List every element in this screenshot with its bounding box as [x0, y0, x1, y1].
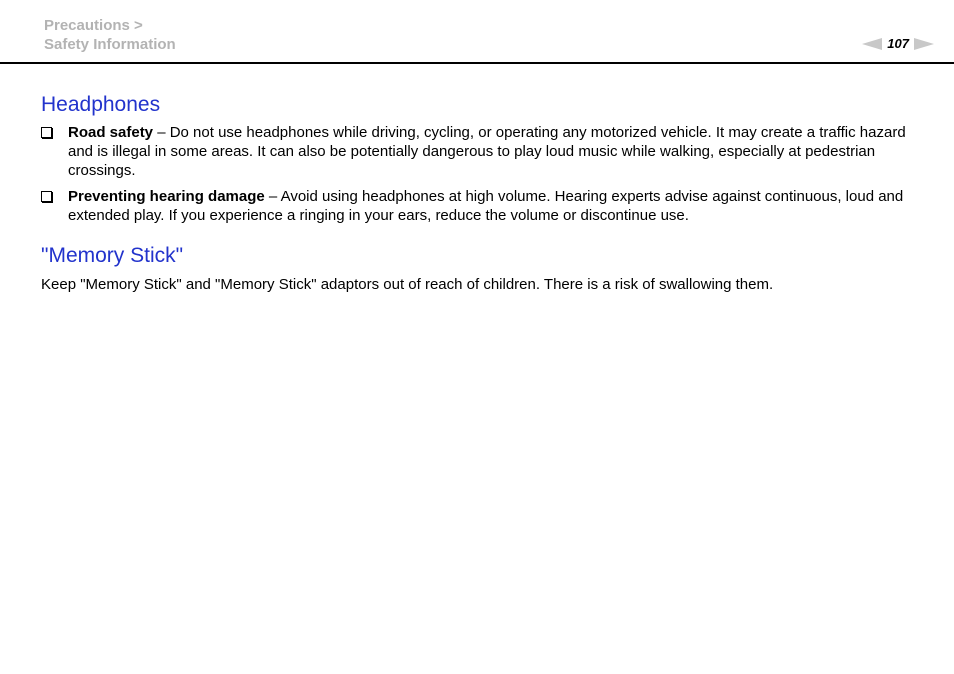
section-title-memory-stick: "Memory Stick": [41, 244, 184, 267]
item-text: – Do not use headphones while driving, cycling, or operating any motorized vehicle. It may create a traffic hazard and is illegal in some areas. It can also be potentially dangerous to play loud music while walking, especially at pedestrian crossings.: [68, 124, 906, 179]
page-navigator: [862, 36, 934, 51]
item-label: Preventing hearing damage: [68, 188, 265, 205]
checkbox-bullet-icon: [41, 191, 52, 202]
item-label: Road safety: [68, 124, 154, 141]
item-text: – Avoid using headphones at high volume. Hearing experts advise against continuous, loud and extended play. If you experience a ringing in your ears, reduce the volume or discontinue use.: [68, 188, 904, 224]
list-item-road-safety: [41, 123, 921, 180]
page-number: 107: [887, 36, 909, 51]
section-title-headphones: Headphones: [41, 93, 161, 116]
headphones-list: [41, 123, 921, 225]
breadcrumb-current[interactable]: Safety Information: [44, 36, 176, 53]
right-arrow-icon[interactable]: [914, 38, 934, 50]
header-divider: [0, 62, 954, 64]
left-arrow-icon[interactable]: [862, 38, 882, 50]
page-content: [41, 92, 921, 294]
checkbox-bullet-icon: [41, 127, 52, 138]
list-item-hearing-damage: [41, 187, 921, 225]
breadcrumb-parent[interactable]: Precautions >: [44, 17, 143, 34]
memory-stick-body: Keep "Memory Stick" and "Memory Stick" adaptors out of reach of children. There is a risk of swallowing them.: [41, 276, 774, 293]
breadcrumb: [44, 16, 176, 54]
